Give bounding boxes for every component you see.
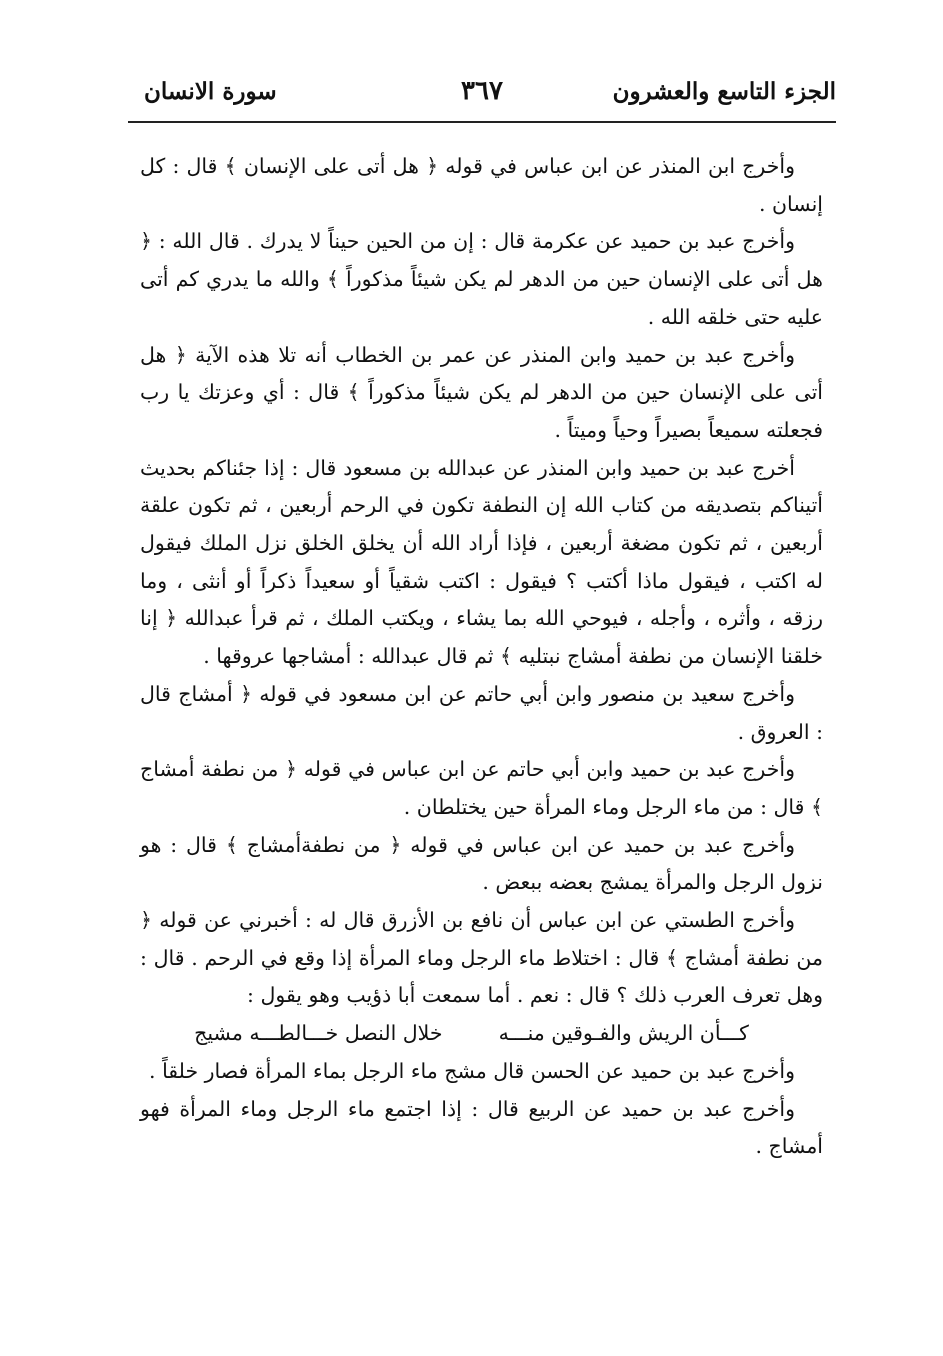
paragraph: وأخرج عبد بن حميد عن الربيع قال : إذا اجتمع ماء الرجل وماء المرأة فهو أمشاج . [140, 1096, 823, 1159]
paragraph: وأخرج عبد بن حميد وابن المنذر عن عمر بن الخطاب أنه تلا هذه الآية ﴿ هل أتى على الإنسان حين من الدهر لم يكن شيئاً مذكوراً ﴾ قال : أي وعزتك يا رب فجعلته سميعاً بصيراً وحياً وميتاً . [140, 342, 823, 442]
poetry-verse [140, 1015, 823, 1053]
page-number: ٣٦٧ [461, 76, 503, 106]
header-divider [128, 121, 836, 123]
paragraph: وأخرج عبد بن حميد وابن أبي حاتم عن ابن عباس في قوله ﴿ من نطفة أمشاج ﴾ قال : من ماء الرجل وماء المرأة حين يختلطان . [140, 757, 823, 819]
paragraph: وأخرج الطستي عن ابن عباس أن نافع بن الأزرق قال له : أخبرني عن قوله ﴿ من نطفة أمشاج ﴾ قال : اختلاط ماء الرجل وماء المرأة إذا وقع في الرحم . قال : وهل تعرف العرب ذلك ؟ قال : نعم . أما سمعت أبا ذؤيب وهو يقول : [140, 908, 823, 1008]
page-body [140, 148, 823, 1166]
paragraph: وأخرج عبد بن حميد عن عكرمة قال : إن من الحين حيناً لا يدرك . قال الله : ﴿ هل أتى على الإنسان حين من الدهر لم يكن شيئاً مذكوراً ﴾ والله ما يدري كم أتى عليه حتى خلقه الله . [140, 229, 823, 329]
paragraph: وأخرج سعيد بن منصور وابن أبي حاتم عن ابن مسعود في قوله ﴿ أمشاج قال : العروق . [140, 681, 823, 744]
verse-second-hemistich: خلال النصل خـــالطـــه مشيج [194, 1021, 443, 1046]
paragraph: وأخرج عبد بن حميد عن ابن عباس في قوله ﴿ من نطفةأمشاج ﴾ قال : هو نزول الرجل والمرأة يمشج بعضه ببعض . [140, 832, 823, 895]
paragraph: وأخرج عبد بن حميد عن الحسن قال مشج ماء الرجل بماء المرأة فصار خلقاً . [149, 1058, 795, 1083]
verse-first-hemistich: كـــأن الريش والفـوقين منـــه [498, 1021, 749, 1046]
paragraph: وأخرج ابن المنذر عن ابن عباس في قوله ﴿ هل أتى على الإنسان ﴾ قال : كل إنسان . [140, 154, 823, 216]
surah-title: سورة الانسان [144, 78, 277, 105]
running-header [128, 74, 836, 114]
paragraph: أخرج عبد بن حميد وابن المنذر عن عبدالله بن مسعود قال : إذا جئناكم بحديث أتيناكم بتصديقه من كتاب الله إن النطفة تكون في الرحم أربعين ، ثم تكون علقة أربعين ، ثم تكون مضغة أربعين ، فإذا أراد الله أن يخلق الخلق نزل الملك فيقول له اكتب ، فيقول ماذا أكتب ؟ فيقول : اكتب شقياً أو سعيداً ذكراً أو أنثى ، وما رزقه ، وأثره ، وأجله ، فيوحي الله بما يشاء ، ويكتب الملك ، ثم قرأ عبدالله ﴿ إنا خلقنا الإنسان من نطفة أمشاج نبتليه ﴾ ثم قال عبدالله : أمشاجها عروقها . [140, 455, 823, 669]
part-title: الجزء التاسع والعشرون [612, 78, 836, 105]
